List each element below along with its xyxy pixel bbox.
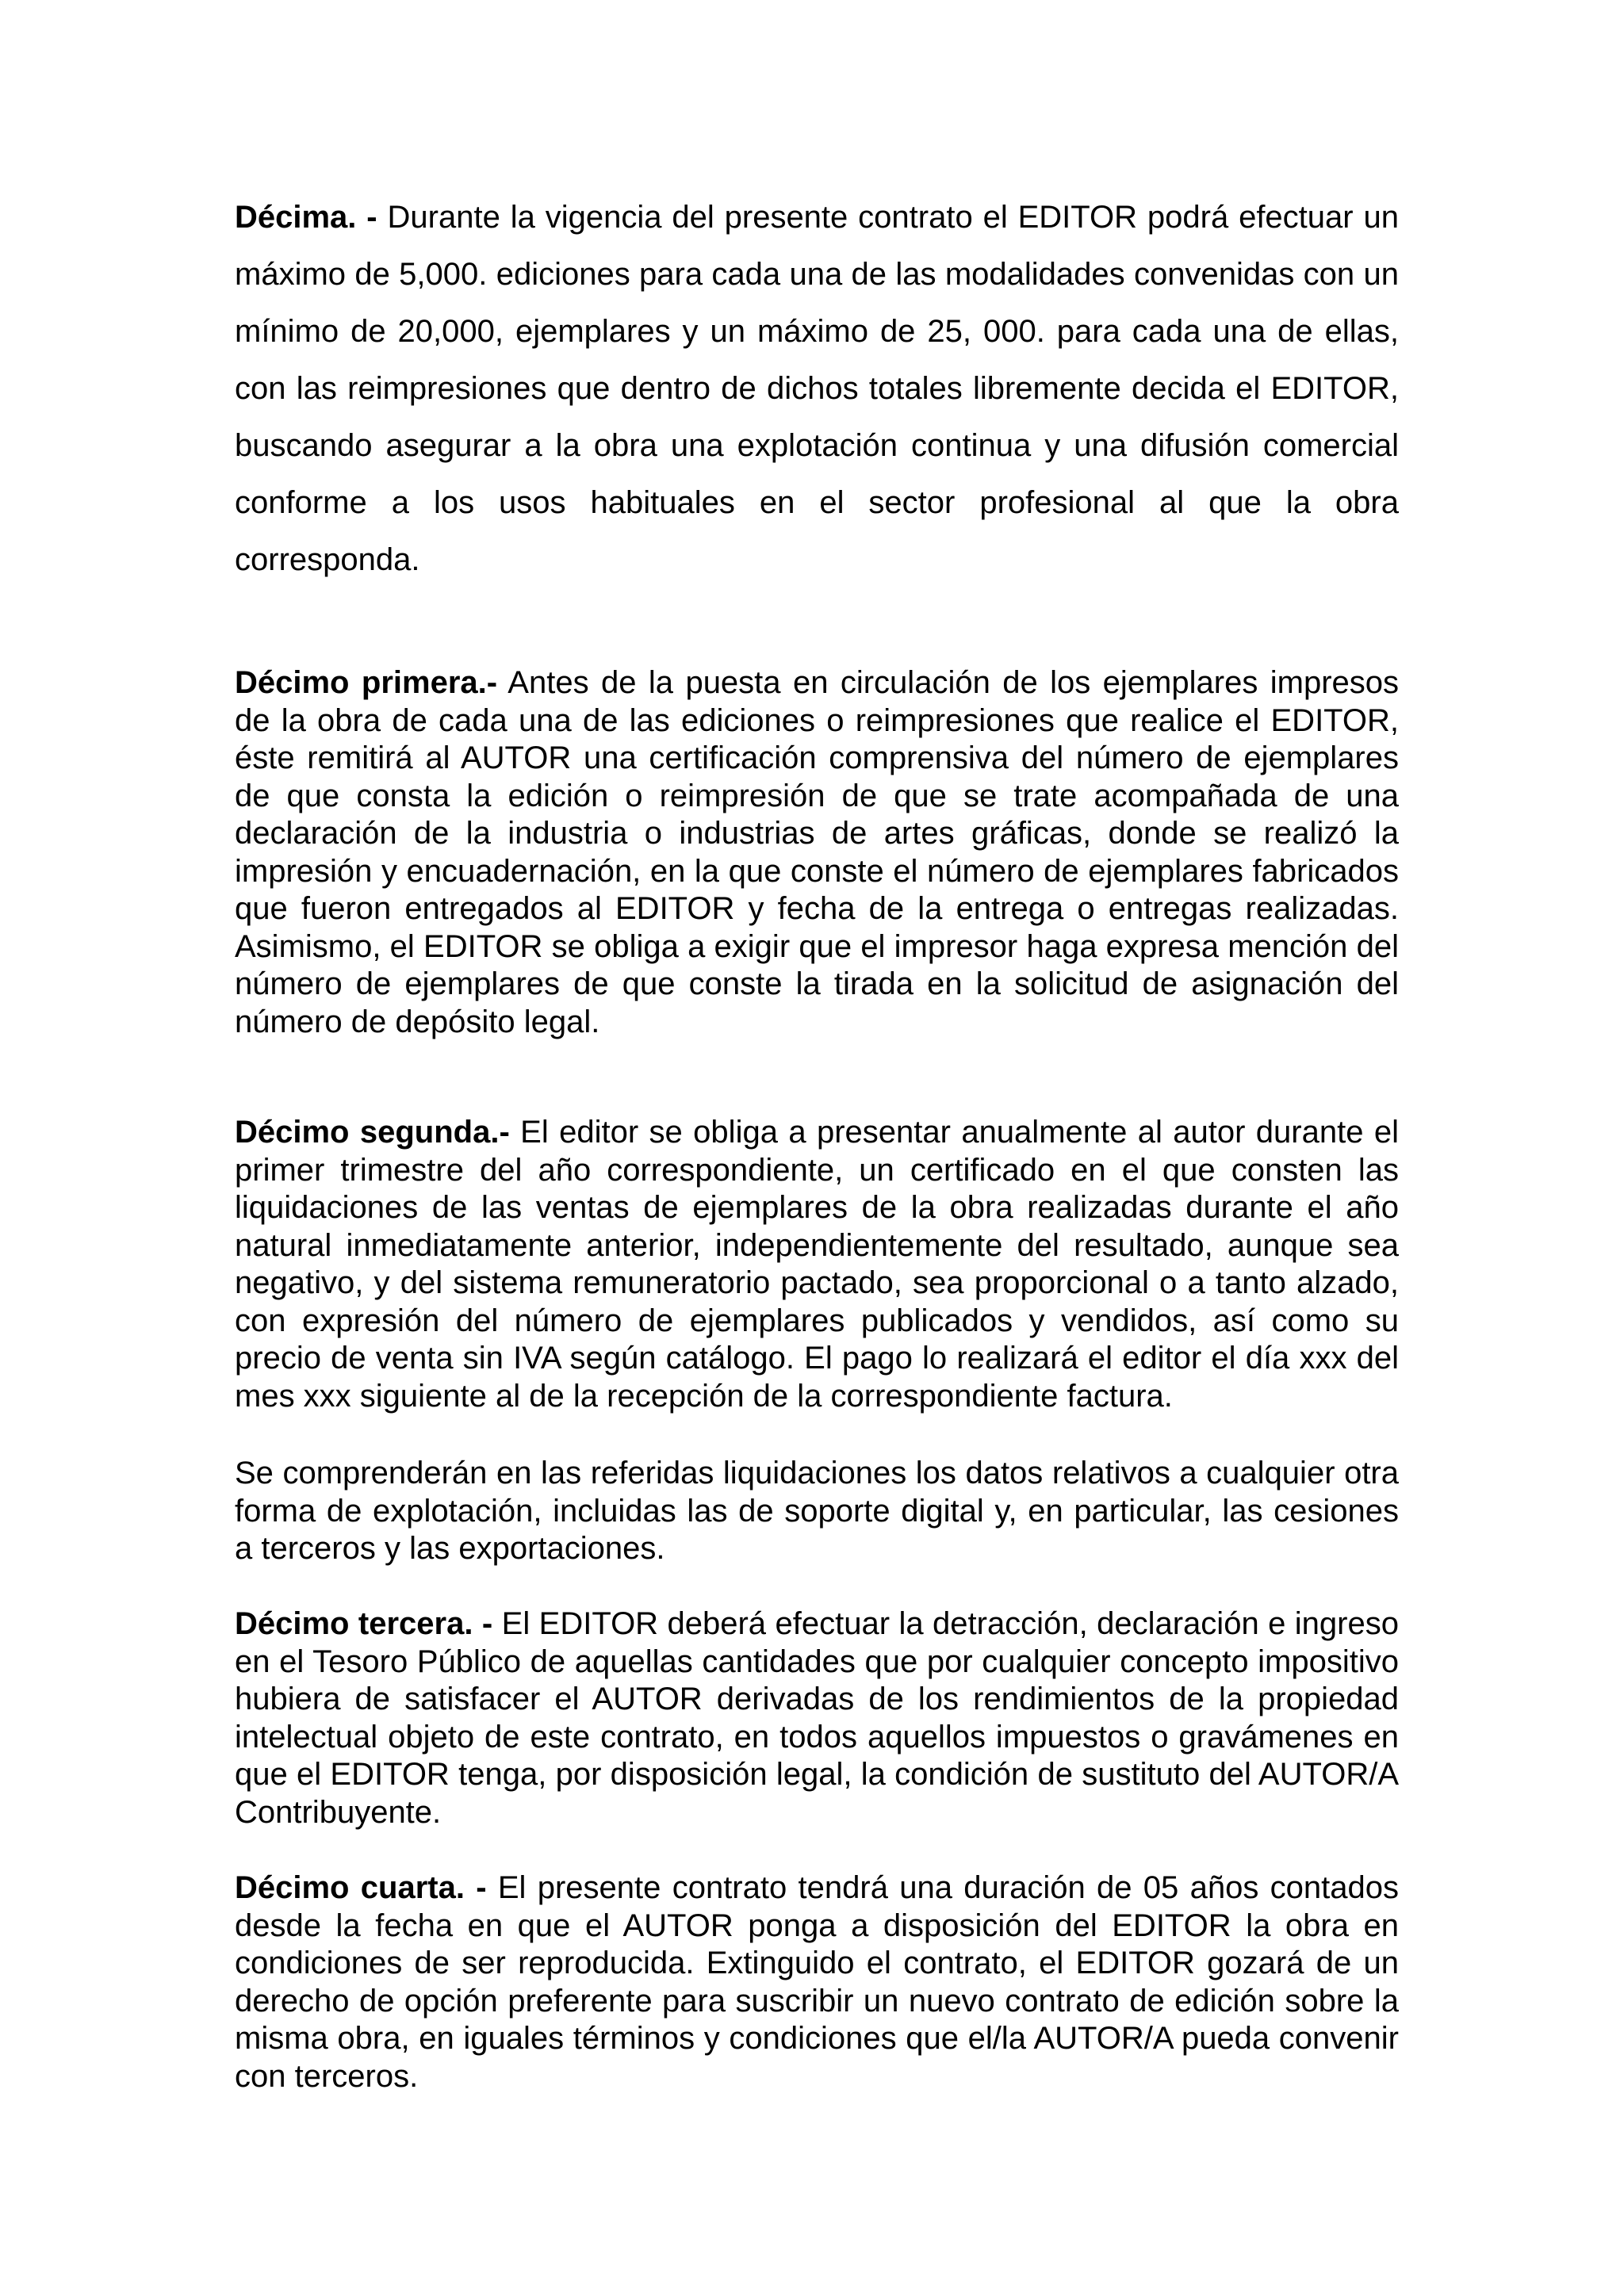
clause-decimo-segunda xyxy=(235,1114,1399,1415)
clause-text: El presente contrato tendrá una duración de 05 años contados desde la fecha en que el AUTOR ponga a disposición del EDITOR la obra en condiciones de ser reproducida. Extinguido el contrato, el EDITOR gozará de un derecho de opción preferente para suscribir un nuevo contrato de edición sobre la misma obra, en iguales términos y condiciones que el/la AUTOR/A pueda convenir con terceros. xyxy=(235,1870,1399,2094)
clause-decima xyxy=(235,189,1399,588)
clause-decimo-primera xyxy=(235,664,1399,1041)
clause-heading: Décimo primera.- xyxy=(235,665,498,700)
clause-text: Durante la vigencia del presente contrato el EDITOR podrá efectuar un máximo de 5,000. ediciones para cada una de las modalidades convenidas con un mínimo de 20,000, ejemplares y un máximo de 25, 000. para cada una de ellas, con las reimpresiones que dentro de dichos totales libremente decida el EDITOR, buscando asegurar a la obra una explotación continua y una difusión comercial conforme a los usos habituales en el sector profesional al que la obra corresponda. xyxy=(235,200,1399,577)
clause-decimo-segunda-paragraph-2: Se comprenderán en las referidas liquidaciones los datos relativos a cualquier otra forma de explotación, incluidas las de soporte digital y, en particular, las cesiones a terceros y las exportaciones. xyxy=(235,1456,1399,1566)
clause-heading: Décimo segunda.- xyxy=(235,1115,510,1150)
clause-text: El EDITOR deberá efectuar la detracción, declaración e ingreso en el Tesoro Público de aquellas cantidades que por cualquier concepto impositivo hubiera de satisfacer el AUTOR derivadas de los rendimientos de la propiedad intelectual objeto de este contrato, en todos aquellos impuestos o gravámenes en que el EDITOR tenga, por disposición legal, la condición de sustituto del AUTOR/A Contribuyente. xyxy=(235,1606,1399,1830)
clause-decimo-cuarta xyxy=(235,1869,1399,2095)
clause-heading: Décimo tercera. - xyxy=(235,1606,493,1641)
clause-text: Antes de la puesta en circulación de los ejemplares impresos de la obra de cada una de las ediciones o reimpresiones que realice el EDITOR, éste remitirá al AUTOR una certificación comprensiva del número de ejemplares de que consta la edición o reimpresión de que se trate acompañada de una declaración de la industria o industrias de artes gráficas, donde se realizó la impresión y encuadernación, en la que conste el número de ejemplares fabricados que fueron entregados al EDITOR y fecha de la entrega o entregas realizadas. Asimismo, el EDITOR se obliga a exigir que el impresor haga expresa mención del número de ejemplares de que conste la tirada en la solicitud de asignación del número de depósito legal. xyxy=(235,665,1400,1039)
clause-decimo-tercera xyxy=(235,1605,1399,1831)
clause-text: El editor se obliga a presentar anualmente al autor durante el primer trimestre del año correspondiente, un certificado en el que consten las liquidaciones de las ventas de ejemplares de la obra realizadas durante el año natural inmediatamente anterior, independientemente del resultado, aunque sea negativo, y del sistema remuneratorio pactado, sea proporcional o a tanto alzado, con expresión del número de ejemplares publicados y vendidos, así como su precio de venta sin IVA según catálogo. El pago lo realizará el editor el día xxx del mes xxx siguiente al de la recepción de la correspondiente factura. xyxy=(235,1115,1399,1414)
clause-heading: Décima. - xyxy=(235,200,377,235)
clause-heading: Décimo cuarta. - xyxy=(235,1870,487,1905)
